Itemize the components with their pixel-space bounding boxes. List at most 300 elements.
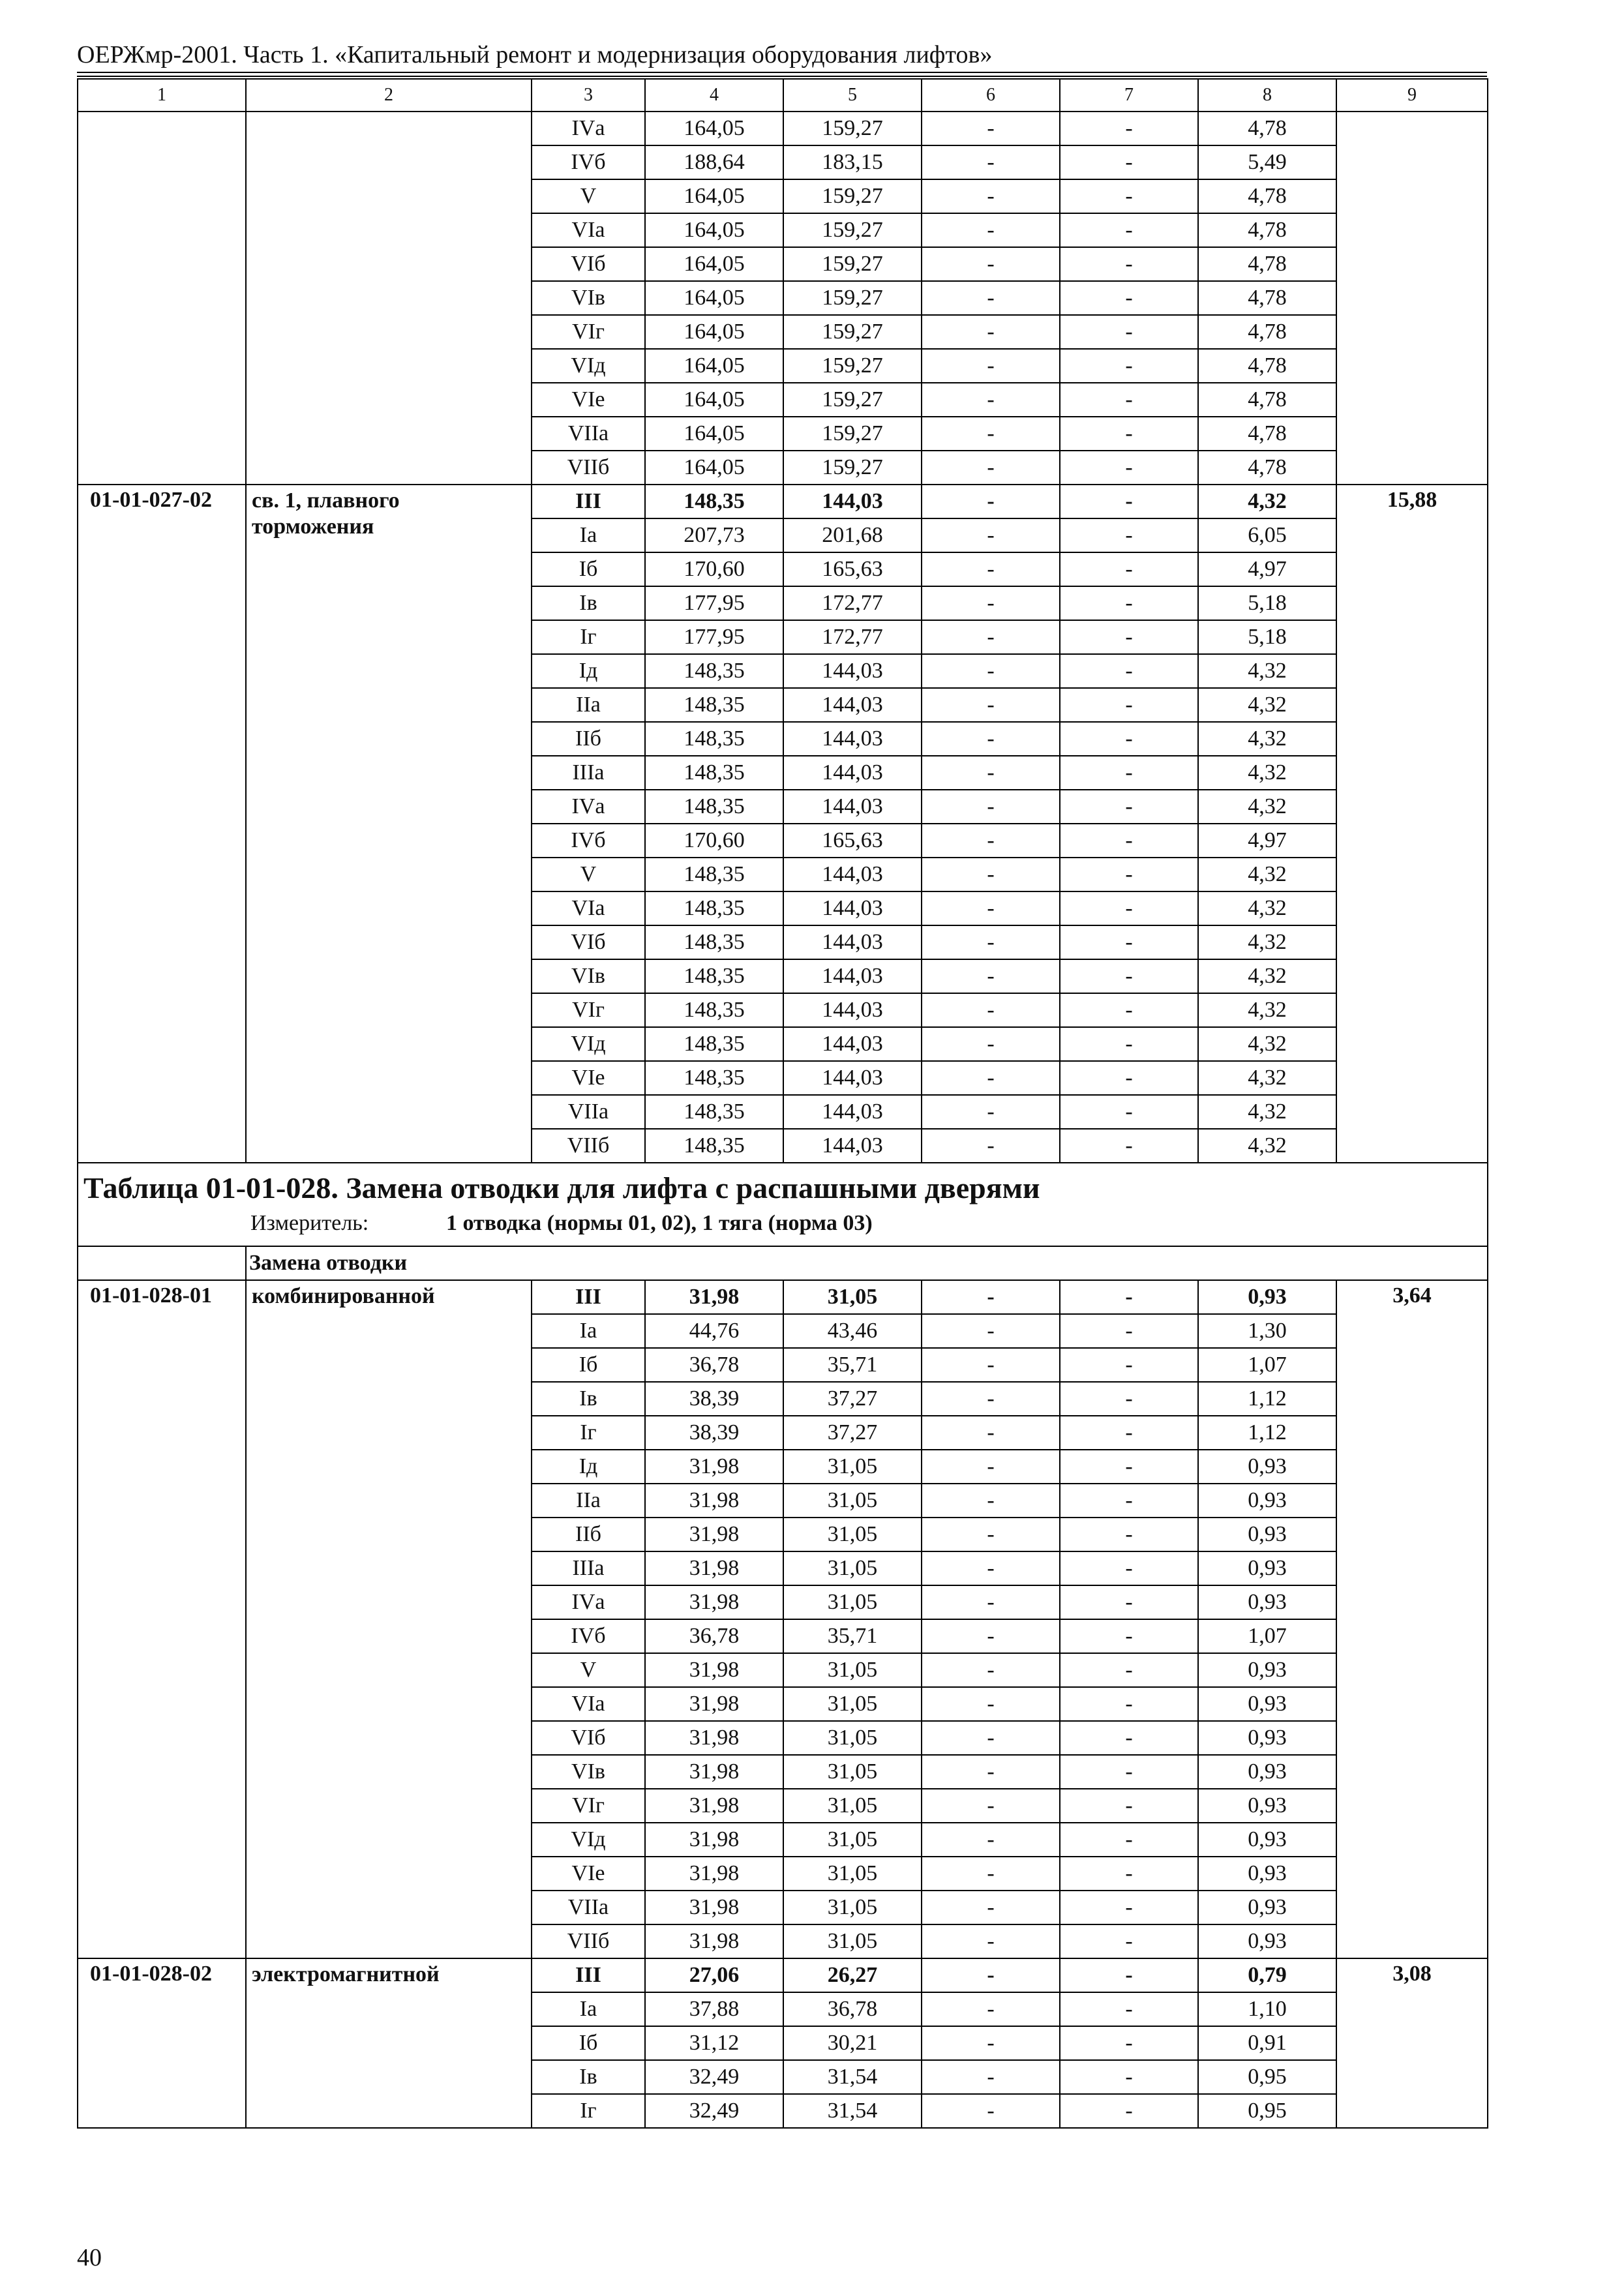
- labor-cost-cell: 201,68: [783, 518, 922, 552]
- labor-cost-cell: 159,27: [783, 451, 922, 485]
- materials-cell: 0,93: [1198, 1687, 1336, 1721]
- materials-cell: 4,78: [1198, 179, 1336, 213]
- machines-cell: -: [922, 722, 1060, 756]
- region-cell: VIе: [532, 383, 645, 417]
- direct-cost-cell: 32,49: [645, 2094, 783, 2128]
- region-cell: VIв: [532, 281, 645, 315]
- driver-wage-cell: -: [1060, 1585, 1198, 1619]
- driver-wage-cell: -: [1060, 485, 1198, 518]
- materials-cell: 5,49: [1198, 145, 1336, 179]
- direct-cost-cell: 148,35: [645, 722, 783, 756]
- driver-wage-cell: -: [1060, 1095, 1198, 1129]
- driver-wage-cell: -: [1060, 654, 1198, 688]
- machines-cell: -: [922, 485, 1060, 518]
- direct-cost-cell: 164,05: [645, 349, 783, 383]
- machines-cell: -: [922, 1061, 1060, 1095]
- materials-cell: 5,18: [1198, 620, 1336, 654]
- driver-wage-cell: -: [1060, 688, 1198, 722]
- region-cell: III: [532, 1958, 645, 1992]
- labor-cost-cell: 144,03: [783, 1129, 922, 1163]
- region-cell: Iд: [532, 1450, 645, 1484]
- direct-cost-cell: 31,98: [645, 1450, 783, 1484]
- direct-cost-cell: 31,98: [645, 1924, 783, 1958]
- direct-cost-cell: 37,88: [645, 1992, 783, 2026]
- materials-cell: 4,32: [1198, 1061, 1336, 1095]
- labor-cost-cell: 31,05: [783, 1551, 922, 1585]
- norm-code: 01-01-028-02: [78, 1958, 246, 2128]
- labor-cost-cell: 31,05: [783, 1924, 922, 1958]
- machines-cell: -: [922, 620, 1060, 654]
- machines-cell: -: [922, 2094, 1060, 2128]
- driver-wage-cell: -: [1060, 1061, 1198, 1095]
- labor-cost-cell: 31,05: [783, 1585, 922, 1619]
- materials-cell: 4,32: [1198, 756, 1336, 790]
- column-header: 5: [783, 79, 922, 112]
- machines-cell: -: [922, 1027, 1060, 1061]
- labor-cost-cell: 144,03: [783, 1095, 922, 1129]
- region-cell: IIIа: [532, 756, 645, 790]
- norms-table-body: [78, 79, 1488, 2128]
- materials-cell: 0,93: [1198, 1450, 1336, 1484]
- machines-cell: -: [922, 213, 1060, 247]
- region-cell: Iб: [532, 2026, 645, 2060]
- region-cell: VIг: [532, 993, 645, 1027]
- direct-cost-cell: 31,98: [645, 1789, 783, 1823]
- driver-wage-cell: -: [1060, 145, 1198, 179]
- labor-cost-cell: 31,05: [783, 1484, 922, 1518]
- materials-cell: 4,32: [1198, 858, 1336, 891]
- driver-wage-cell: -: [1060, 1551, 1198, 1585]
- region-cell: V: [532, 858, 645, 891]
- table-row: [78, 112, 1488, 145]
- driver-wage-cell: -: [1060, 858, 1198, 891]
- labor-cost-cell: 159,27: [783, 315, 922, 349]
- labor-cost-cell: 31,54: [783, 2060, 922, 2094]
- region-cell: IVа: [532, 790, 645, 824]
- table-title-block: [78, 1163, 1488, 1246]
- driver-wage-cell: -: [1060, 2060, 1198, 2094]
- machines-cell: -: [922, 281, 1060, 315]
- machines-cell: -: [922, 1416, 1060, 1450]
- materials-cell: 4,32: [1198, 1027, 1336, 1061]
- machines-cell: -: [922, 383, 1060, 417]
- table-row: [78, 1163, 1488, 1246]
- materials-cell: 4,32: [1198, 722, 1336, 756]
- machines-cell: -: [922, 586, 1060, 620]
- labor-cost-cell: 36,78: [783, 1992, 922, 2026]
- region-cell: III: [532, 1280, 645, 1314]
- region-cell: Iв: [532, 2060, 645, 2094]
- machines-cell: -: [922, 1958, 1060, 1992]
- region-cell: VIIа: [532, 1891, 645, 1924]
- materials-cell: 4,78: [1198, 417, 1336, 451]
- driver-wage-cell: -: [1060, 1891, 1198, 1924]
- driver-wage-cell: -: [1060, 925, 1198, 959]
- region-cell: Iд: [532, 654, 645, 688]
- region-cell: III: [532, 485, 645, 518]
- labor-cost-cell: 159,27: [783, 281, 922, 315]
- direct-cost-cell: 148,35: [645, 756, 783, 790]
- direct-cost-cell: 148,35: [645, 858, 783, 891]
- materials-cell: 0,93: [1198, 1789, 1336, 1823]
- labor-cost-cell: 31,05: [783, 1891, 922, 1924]
- labor-cost-cell: 159,27: [783, 247, 922, 281]
- machines-cell: -: [922, 1924, 1060, 1958]
- labor-cost-cell: 144,03: [783, 891, 922, 925]
- region-cell: VIа: [532, 1687, 645, 1721]
- labor-cost-cell: 159,27: [783, 179, 922, 213]
- labor-cost-cell: 144,03: [783, 688, 922, 722]
- machines-cell: -: [922, 1992, 1060, 2026]
- region-cell: Iб: [532, 552, 645, 586]
- labor-cost-cell: 31,05: [783, 1653, 922, 1687]
- machines-cell: -: [922, 790, 1060, 824]
- direct-cost-cell: 148,35: [645, 1027, 783, 1061]
- region-cell: VIб: [532, 247, 645, 281]
- materials-cell: 0,95: [1198, 2060, 1336, 2094]
- direct-cost-cell: 31,98: [645, 1857, 783, 1891]
- machines-cell: -: [922, 552, 1060, 586]
- labor-cost-cell: 144,03: [783, 925, 922, 959]
- materials-cell: 4,78: [1198, 349, 1336, 383]
- driver-wage-cell: -: [1060, 213, 1198, 247]
- labor-cost-cell: 165,63: [783, 824, 922, 858]
- direct-cost-cell: 148,35: [645, 1061, 783, 1095]
- norm-name: [246, 112, 532, 485]
- direct-cost-cell: 38,39: [645, 1416, 783, 1450]
- labor-cost-cell: 43,46: [783, 1314, 922, 1348]
- direct-cost-cell: 31,98: [645, 1891, 783, 1924]
- materials-cell: 0,93: [1198, 1924, 1336, 1958]
- machines-cell: -: [922, 417, 1060, 451]
- region-cell: Iб: [532, 1348, 645, 1382]
- labor-cost-cell: 159,27: [783, 383, 922, 417]
- machines-cell: -: [922, 858, 1060, 891]
- norm-code: 01-01-028-01: [78, 1280, 246, 1958]
- driver-wage-cell: -: [1060, 281, 1198, 315]
- labor-cost-cell: 183,15: [783, 145, 922, 179]
- direct-cost-cell: 36,78: [645, 1619, 783, 1653]
- driver-wage-cell: -: [1060, 112, 1198, 145]
- header-rule-top: [77, 72, 1487, 73]
- driver-wage-cell: -: [1060, 518, 1198, 552]
- norm-code: 01-01-027-02: [78, 485, 246, 1163]
- region-cell: VIе: [532, 1061, 645, 1095]
- driver-wage-cell: -: [1060, 2026, 1198, 2060]
- region-cell: Iа: [532, 1314, 645, 1348]
- machines-cell: -: [922, 1721, 1060, 1755]
- machines-cell: -: [922, 1129, 1060, 1163]
- materials-cell: 4,32: [1198, 485, 1336, 518]
- direct-cost-cell: 148,35: [645, 959, 783, 993]
- materials-cell: 1,30: [1198, 1314, 1336, 1348]
- direct-cost-cell: 164,05: [645, 213, 783, 247]
- materials-cell: 4,78: [1198, 213, 1336, 247]
- materials-cell: 4,78: [1198, 247, 1336, 281]
- direct-cost-cell: 148,35: [645, 688, 783, 722]
- driver-wage-cell: -: [1060, 1314, 1198, 1348]
- norm-name: электромагнитной: [246, 1958, 532, 2128]
- labor-cost-cell: 159,27: [783, 112, 922, 145]
- direct-cost-cell: 148,35: [645, 993, 783, 1027]
- column-header: 7: [1060, 79, 1198, 112]
- materials-cell: 0,93: [1198, 1585, 1336, 1619]
- labor-cost-cell: 31,05: [783, 1721, 922, 1755]
- materials-cell: 0,91: [1198, 2026, 1336, 2060]
- machines-cell: -: [922, 1755, 1060, 1789]
- machines-cell: -: [922, 1450, 1060, 1484]
- driver-wage-cell: -: [1060, 1619, 1198, 1653]
- region-cell: VIд: [532, 1823, 645, 1857]
- region-cell: VIв: [532, 959, 645, 993]
- region-cell: VIIб: [532, 451, 645, 485]
- driver-wage-cell: -: [1060, 1958, 1198, 1992]
- driver-wage-cell: -: [1060, 722, 1198, 756]
- labor-cost-cell: 31,54: [783, 2094, 922, 2128]
- labor-cost-cell: 31,05: [783, 1518, 922, 1551]
- driver-wage-cell: -: [1060, 1027, 1198, 1061]
- measure-label: Измеритель:: [250, 1211, 369, 1235]
- direct-cost-cell: 44,76: [645, 1314, 783, 1348]
- labor-cost-cell: 144,03: [783, 485, 922, 518]
- machines-cell: -: [922, 1518, 1060, 1551]
- direct-cost-cell: 31,98: [645, 1823, 783, 1857]
- page-header: ОЕРЖмр-2001. Часть 1. «Капитальный ремонт и модернизация оборудования лифтов»: [77, 41, 993, 68]
- direct-cost-cell: 31,98: [645, 1484, 783, 1518]
- machines-cell: -: [922, 2026, 1060, 2060]
- materials-cell: 4,97: [1198, 824, 1336, 858]
- direct-cost-cell: 31,98: [645, 1687, 783, 1721]
- materials-cell: 0,93: [1198, 1721, 1336, 1755]
- table-row: [78, 1280, 1488, 1314]
- driver-wage-cell: -: [1060, 179, 1198, 213]
- machines-cell: -: [922, 1687, 1060, 1721]
- direct-cost-cell: 148,35: [645, 891, 783, 925]
- machines-cell: -: [922, 315, 1060, 349]
- norm-total: 3,64: [1336, 1280, 1488, 1958]
- direct-cost-cell: 31,12: [645, 2026, 783, 2060]
- materials-cell: 1,07: [1198, 1348, 1336, 1382]
- direct-cost-cell: 170,60: [645, 824, 783, 858]
- machines-cell: -: [922, 891, 1060, 925]
- region-cell: Iа: [532, 518, 645, 552]
- direct-cost-cell: 164,05: [645, 112, 783, 145]
- materials-cell: 0,93: [1198, 1551, 1336, 1585]
- direct-cost-cell: 31,98: [645, 1585, 783, 1619]
- machines-cell: -: [922, 179, 1060, 213]
- region-cell: IIб: [532, 722, 645, 756]
- machines-cell: -: [922, 654, 1060, 688]
- region-cell: IIа: [532, 1484, 645, 1518]
- region-cell: Iг: [532, 1416, 645, 1450]
- table-row: [78, 485, 1488, 518]
- driver-wage-cell: -: [1060, 1857, 1198, 1891]
- direct-cost-cell: 31,98: [645, 1551, 783, 1585]
- region-cell: IVб: [532, 1619, 645, 1653]
- driver-wage-cell: -: [1060, 1518, 1198, 1551]
- labor-cost-cell: 31,05: [783, 1450, 922, 1484]
- column-header: 4: [645, 79, 783, 112]
- labor-cost-cell: 30,21: [783, 2026, 922, 2060]
- driver-wage-cell: -: [1060, 1992, 1198, 2026]
- driver-wage-cell: -: [1060, 993, 1198, 1027]
- driver-wage-cell: -: [1060, 417, 1198, 451]
- page-number: 40: [77, 2244, 102, 2271]
- materials-cell: 4,32: [1198, 1095, 1336, 1129]
- labor-cost-cell: 159,27: [783, 213, 922, 247]
- region-cell: V: [532, 1653, 645, 1687]
- driver-wage-cell: -: [1060, 1721, 1198, 1755]
- materials-cell: 4,32: [1198, 654, 1336, 688]
- labor-cost-cell: 31,05: [783, 1789, 922, 1823]
- driver-wage-cell: -: [1060, 1484, 1198, 1518]
- measure-line: [83, 1209, 1482, 1238]
- driver-wage-cell: -: [1060, 1416, 1198, 1450]
- region-cell: VIа: [532, 213, 645, 247]
- driver-wage-cell: -: [1060, 586, 1198, 620]
- driver-wage-cell: -: [1060, 552, 1198, 586]
- direct-cost-cell: 36,78: [645, 1348, 783, 1382]
- labor-cost-cell: 144,03: [783, 654, 922, 688]
- direct-cost-cell: 164,05: [645, 179, 783, 213]
- driver-wage-cell: -: [1060, 1653, 1198, 1687]
- labor-cost-cell: 144,03: [783, 959, 922, 993]
- materials-cell: 0,93: [1198, 1857, 1336, 1891]
- materials-cell: 0,93: [1198, 1823, 1336, 1857]
- materials-cell: 0,93: [1198, 1518, 1336, 1551]
- direct-cost-cell: 148,35: [645, 654, 783, 688]
- materials-cell: 0,79: [1198, 1958, 1336, 1992]
- driver-wage-cell: -: [1060, 1280, 1198, 1314]
- machines-cell: -: [922, 518, 1060, 552]
- section-heading: Замена отводки: [246, 1246, 1488, 1280]
- labor-cost-cell: 35,71: [783, 1348, 922, 1382]
- region-cell: IVб: [532, 824, 645, 858]
- materials-cell: 4,32: [1198, 993, 1336, 1027]
- labor-cost-cell: 144,03: [783, 1061, 922, 1095]
- materials-cell: 1,12: [1198, 1416, 1336, 1450]
- driver-wage-cell: -: [1060, 1789, 1198, 1823]
- norm-code: [78, 112, 246, 485]
- labor-cost-cell: 31,05: [783, 1755, 922, 1789]
- region-cell: VIг: [532, 315, 645, 349]
- direct-cost-cell: 164,05: [645, 247, 783, 281]
- direct-cost-cell: 177,95: [645, 620, 783, 654]
- direct-cost-cell: 148,35: [645, 925, 783, 959]
- direct-cost-cell: 164,05: [645, 451, 783, 485]
- region-cell: VIа: [532, 891, 645, 925]
- driver-wage-cell: -: [1060, 1382, 1198, 1416]
- region-cell: VIв: [532, 1755, 645, 1789]
- norm-name: комбинированной: [246, 1280, 532, 1958]
- region-cell: Iг: [532, 2094, 645, 2128]
- column-header: 6: [922, 79, 1060, 112]
- machines-cell: -: [922, 1348, 1060, 1382]
- driver-wage-cell: -: [1060, 451, 1198, 485]
- driver-wage-cell: -: [1060, 2094, 1198, 2128]
- labor-cost-cell: 144,03: [783, 1027, 922, 1061]
- materials-cell: 0,93: [1198, 1755, 1336, 1789]
- region-cell: Iв: [532, 586, 645, 620]
- materials-cell: 4,78: [1198, 451, 1336, 485]
- direct-cost-cell: 148,35: [645, 485, 783, 518]
- materials-cell: 4,97: [1198, 552, 1336, 586]
- direct-cost-cell: 31,98: [645, 1653, 783, 1687]
- labor-cost-cell: 144,03: [783, 722, 922, 756]
- labor-cost-cell: 172,77: [783, 620, 922, 654]
- machines-cell: -: [922, 1891, 1060, 1924]
- direct-cost-cell: 148,35: [645, 790, 783, 824]
- table-row: [78, 79, 1488, 112]
- driver-wage-cell: -: [1060, 1450, 1198, 1484]
- machines-cell: -: [922, 1653, 1060, 1687]
- labor-cost-cell: 37,27: [783, 1382, 922, 1416]
- direct-cost-cell: 170,60: [645, 552, 783, 586]
- materials-cell: 4,32: [1198, 1129, 1336, 1163]
- machines-cell: -: [922, 1280, 1060, 1314]
- labor-cost-cell: 35,71: [783, 1619, 922, 1653]
- labor-cost-cell: 144,03: [783, 993, 922, 1027]
- region-cell: IVа: [532, 112, 645, 145]
- norm-total: 3,08: [1336, 1958, 1488, 2128]
- labor-cost-cell: 144,03: [783, 858, 922, 891]
- driver-wage-cell: -: [1060, 756, 1198, 790]
- region-cell: VIд: [532, 349, 645, 383]
- region-cell: VIг: [532, 1789, 645, 1823]
- machines-cell: -: [922, 112, 1060, 145]
- region-cell: IIб: [532, 1518, 645, 1551]
- table-row: [78, 1958, 1488, 1992]
- region-cell: VIд: [532, 1027, 645, 1061]
- region-cell: IIа: [532, 688, 645, 722]
- driver-wage-cell: -: [1060, 790, 1198, 824]
- materials-cell: 4,78: [1198, 383, 1336, 417]
- materials-cell: 0,93: [1198, 1280, 1336, 1314]
- machines-cell: -: [922, 1382, 1060, 1416]
- direct-cost-cell: 32,49: [645, 2060, 783, 2094]
- direct-cost-cell: 164,05: [645, 417, 783, 451]
- labor-cost-cell: 31,05: [783, 1687, 922, 1721]
- materials-cell: 4,32: [1198, 959, 1336, 993]
- machines-cell: -: [922, 1551, 1060, 1585]
- region-cell: Iг: [532, 620, 645, 654]
- norm-total: 15,88: [1336, 485, 1488, 1163]
- materials-cell: 0,93: [1198, 1653, 1336, 1687]
- machines-cell: -: [922, 756, 1060, 790]
- region-cell: VIIа: [532, 1095, 645, 1129]
- column-header: 8: [1198, 79, 1336, 112]
- section-blank: [78, 1246, 246, 1280]
- direct-cost-cell: 148,35: [645, 1095, 783, 1129]
- materials-cell: 1,07: [1198, 1619, 1336, 1653]
- driver-wage-cell: -: [1060, 1755, 1198, 1789]
- direct-cost-cell: 164,05: [645, 315, 783, 349]
- region-cell: IVа: [532, 1585, 645, 1619]
- materials-cell: 4,78: [1198, 315, 1336, 349]
- machines-cell: -: [922, 993, 1060, 1027]
- materials-cell: 5,18: [1198, 586, 1336, 620]
- labor-cost-cell: 31,05: [783, 1823, 922, 1857]
- direct-cost-cell: 38,39: [645, 1382, 783, 1416]
- direct-cost-cell: 31,98: [645, 1518, 783, 1551]
- direct-cost-cell: 31,98: [645, 1755, 783, 1789]
- machines-cell: -: [922, 688, 1060, 722]
- materials-cell: 0,93: [1198, 1484, 1336, 1518]
- column-header: 1: [78, 79, 246, 112]
- driver-wage-cell: -: [1060, 1129, 1198, 1163]
- materials-cell: 0,95: [1198, 2094, 1336, 2128]
- direct-cost-cell: 177,95: [645, 586, 783, 620]
